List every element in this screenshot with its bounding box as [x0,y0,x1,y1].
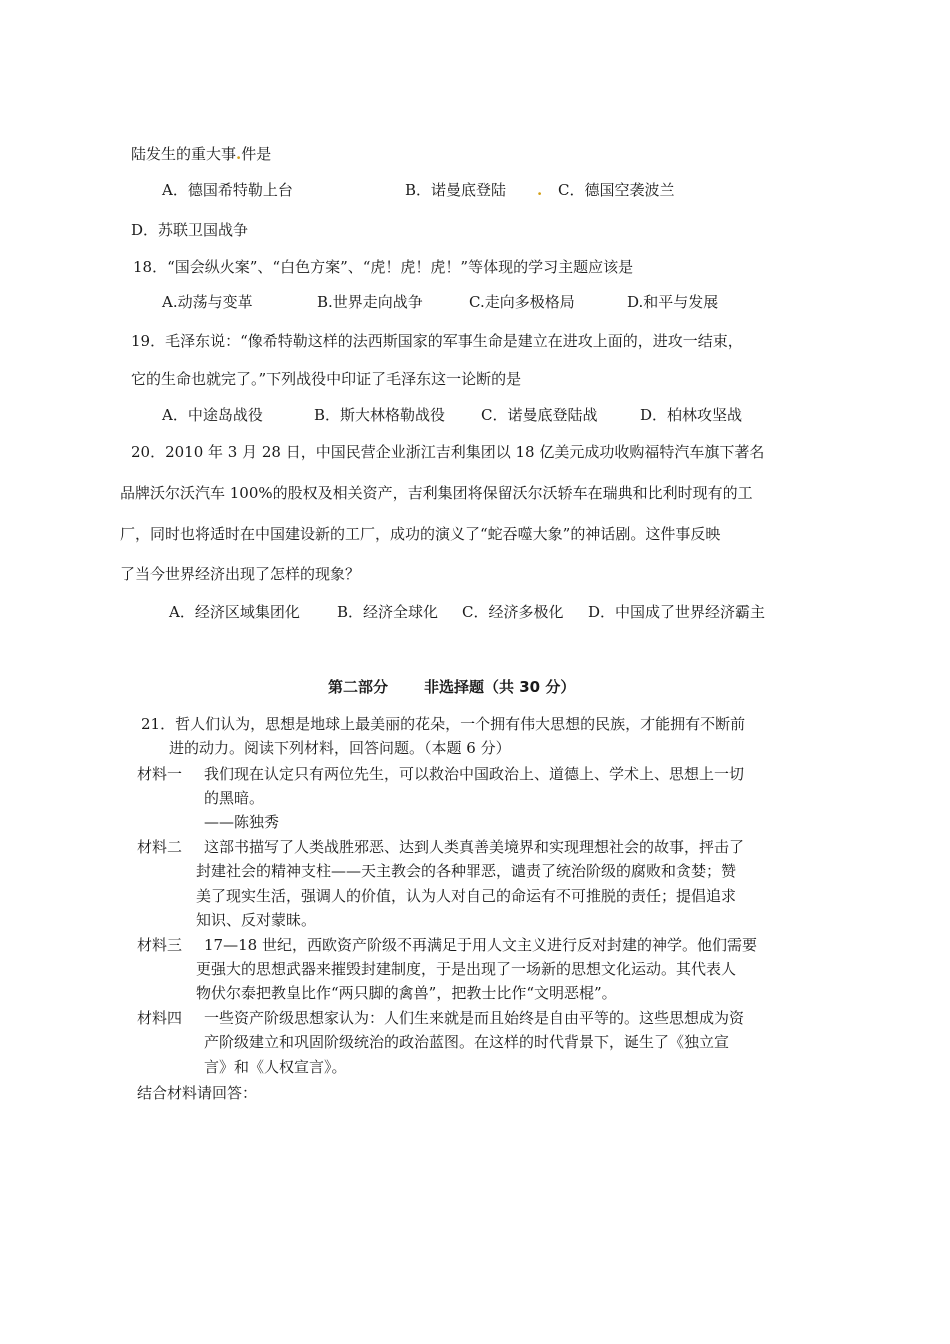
q17-stem-part-b: 件是 [241,145,272,163]
q20-stem-line4: 了当今世界经济出现了怎样的现象？ [120,565,361,583]
mark-dot: . [537,181,543,199]
q17-stem-part-a: 陆发生的重大事 [131,145,237,163]
material-3-line1: 17—18 世纪，西欧资产阶级不再满足于用人文主义进行反对封建的神学。他们需要 [204,936,757,954]
q17-option-b: B．诺曼底登陆 [405,181,507,199]
material-1-attribution: ——陈独秀 [204,813,280,831]
q17-option-d: D．苏联卫国战争 [131,221,249,239]
q19-option-c: C．诺曼底登陆战 [481,406,598,424]
q20-stem-line3: 厂，同时也将适时在中国建设新的工厂，成功的演义了“蛇吞噬大象”的神话剧。这件事反映 [120,525,721,543]
q20-stem-line1: 20．2010 年 3 月 28 日，中国民营企业浙江吉利集团以 18 亿美元成功收购福特汽车旗下著名 [131,443,765,461]
q18-option-d: D.和平与发展 [627,293,719,311]
q19-stem-line1: 19．毛泽东说：“像希特勒这样的法西斯国家的军事生命是建立在进攻上面的，进攻一结束， [131,332,743,350]
material-2-line4: 知识、反对蒙昧。 [196,911,317,929]
q21-closing-prompt: 结合材料请回答： [137,1084,258,1102]
material-3-label: 材料三 [137,936,183,954]
q21-stem-line2: 进的动力。阅读下列材料，回答问题。（本题 6 分） [169,739,511,757]
mark-dot: . [236,145,242,163]
material-1-line2: 的黑暗。 [204,789,265,807]
material-1-line1: 我们现在认定只有两位先生，可以救治中国政治上、道德上、学术上、思想上一切 [204,765,745,783]
q21-stem-line1: 21．哲人们认为，思想是地球上最美丽的花朵，一个拥有伟大思想的民族，才能拥有不断前 [141,715,746,733]
q19-stem-line2: 它的生命也就完了。”下列战役中印证了毛泽东这一论断的是 [131,370,522,388]
part2-heading [328,677,575,697]
q20-stem-line2: 品牌沃尔沃汽车 100%的股权及相关资产，吉利集团将保留沃尔沃轿车在瑞典和比利时现有的工 [120,484,753,502]
material-4-line1: 一些资产阶级思想家认为：人们生来就是而且始终是自由平等的。这些思想成为资 [204,1009,745,1027]
q20-option-a: A．经济区域集团化 [169,603,300,621]
material-2-line1: 这部书描写了人类战胜邪恶、达到人类真善美境界和实现理想社会的故事，抨击了 [204,838,745,856]
material-3-line3: 物伏尔泰把教皇比作“两只脚的禽兽”，把教士比作“文明恶棍”。 [196,984,617,1002]
material-2-line2: 封建社会的精神支柱——天主教会的各种罪恶，谴责了统治阶级的腐败和贪婪；赞 [196,862,737,880]
q17-option-c: C．德国空袭波兰 [558,181,675,199]
q20-option-d: D．中国成了世界经济霸主 [588,603,766,621]
material-1-label: 材料一 [137,765,183,783]
q18-option-a: A.动荡与变革 [162,293,253,311]
q17-option-a: A．德国希特勒上台 [162,181,293,199]
q19-option-b: B．斯大林格勒战役 [314,406,446,424]
material-3-line2: 更强大的思想武器来摧毁封建制度，于是出现了一场新的思想文化运动。其代表人 [196,960,737,978]
q20-option-b: B．经济全球化 [337,603,439,621]
q18-option-b: B.世界走向战争 [317,293,423,311]
q19-option-d: D．柏林攻坚战 [640,406,743,424]
q20-option-c: C．经济多极化 [462,603,564,621]
q19-option-a: A．中途岛战役 [162,406,263,424]
q18-option-c: C.走向多极格局 [469,293,575,311]
part2-title-a: 第二部分 [328,678,389,696]
part2-title-b: 非选择题（共 30 分） [424,678,576,696]
material-4-label: 材料四 [137,1009,183,1027]
material-4-line2: 产阶级建立和巩固阶级统治的政治蓝图。在这样的时代背景下，诞生了《独立宣 [204,1033,730,1051]
q18-stem: 18．“国会纵火案”、“白色方案”、“虎！虎！虎！”等体现的学习主题应该是 [133,258,634,276]
material-2-label: 材料二 [137,838,183,856]
q17-stem-tail [131,144,271,164]
material-2-line3: 美了现实生活，强调人的价值，认为人对自己的命运有不可推脱的责任；提倡追求 [196,887,737,905]
material-4-line3: 言》和《人权宣言》。 [204,1058,347,1076]
